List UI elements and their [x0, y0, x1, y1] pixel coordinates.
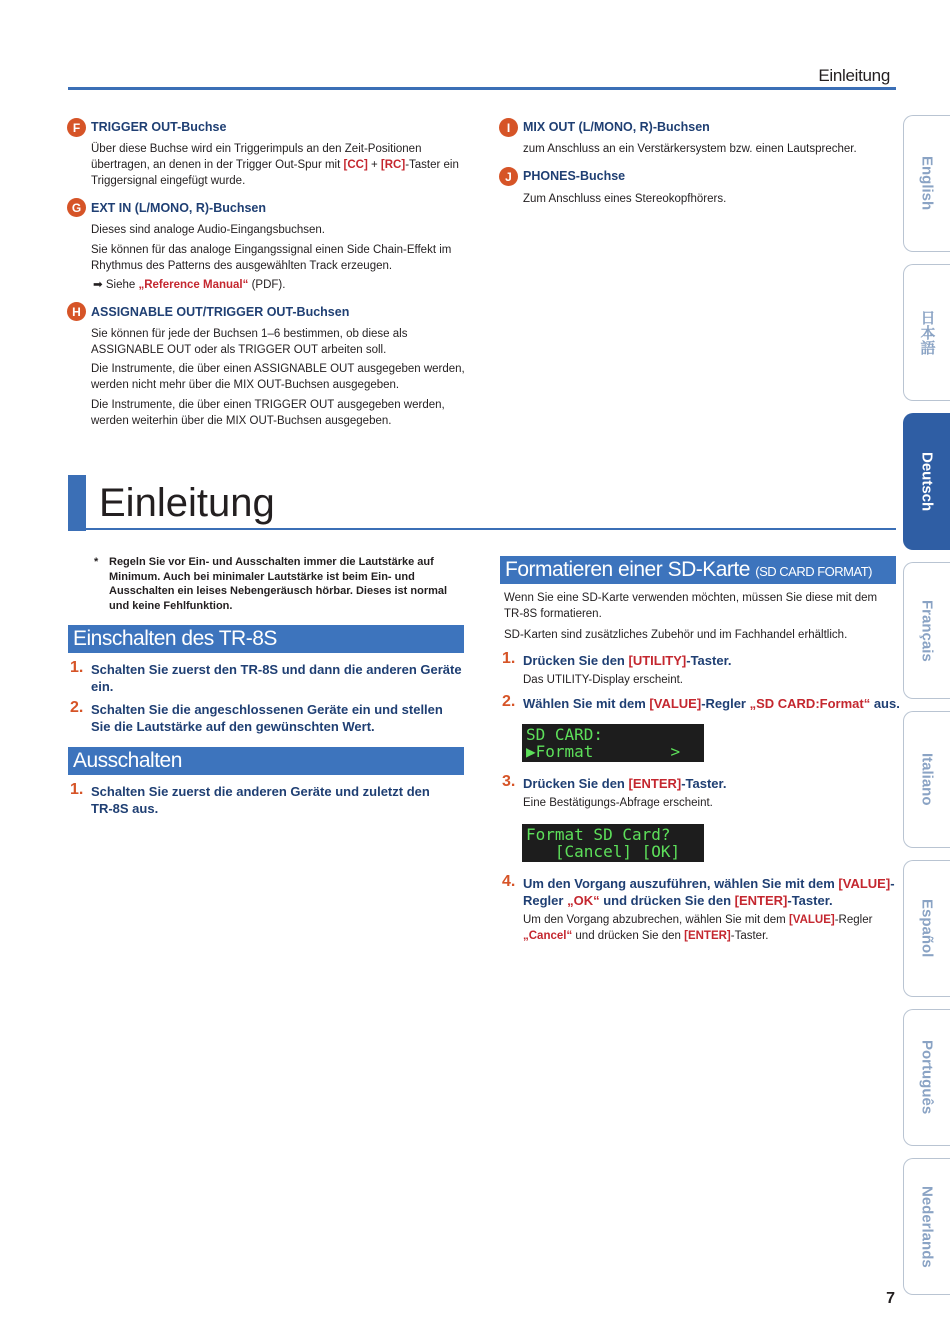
- step-text: Um den Vorgang auszuführen, wählen Sie mit dem [VALUE]-Regler „OK“ und drücken Sie den [ENTER]-Taster.: [523, 876, 895, 908]
- step-number: 2.: [502, 693, 516, 710]
- step-number: 2.: [70, 699, 84, 716]
- format-intro-1: Wenn Sie eine SD-Karte verwenden möchten, müssen Sie diese mit dem TR-8S formatieren.: [504, 592, 878, 620]
- step-text: Schalten Sie die angeschlossenen Geräte ein und stellen Sie die Lautstärke auf den gewünschten Wert.: [91, 702, 443, 734]
- step-text: Schalten Sie zuerst den TR-8S und dann die anderen Geräte ein.: [91, 662, 462, 694]
- jack-title-ext-in: EXT IN (L/MONO, R)-Buchsen: [91, 201, 266, 215]
- format-intro-2: SD-Karten sind zusätzliches Zubehör und im Fachhandel erhältlich.: [504, 629, 848, 641]
- section-title: Einleitung: [99, 481, 275, 525]
- step-number: 1.: [70, 781, 84, 798]
- note-text: Regeln Sie vor Ein- und Ausschalten immer die Lautstärke auf Minimum. Auch bei minimaler Lautstärke ist beim Ein- und Ausschalten ein leises Nebengeräusch hörbar. Dieses ist normal und keine Fehlfunktion.: [109, 556, 448, 612]
- subhead-power-off: Ausschalten: [68, 747, 464, 775]
- step-text: Wählen Sie mit dem [VALUE]-Regler „SD CARD:Format“ aus.: [523, 696, 900, 711]
- tab-portugues[interactable]: Português: [903, 1009, 950, 1146]
- step-number: 4.: [502, 873, 516, 890]
- badge-h: H: [67, 302, 86, 321]
- subhead-power-on: Einschalten des TR-8S: [68, 625, 464, 653]
- reference-manual-link[interactable]: „Reference Manual“: [138, 279, 249, 291]
- jack-desc-ext-in-2: Sie können für das analoge Eingangssignal einen Side Chain-Effekt im Rhythmus des Patterns des ausgewählten Track erzeugen.: [91, 244, 452, 272]
- step-sub: Eine Bestätigungs-Abfrage erscheint.: [523, 797, 713, 809]
- step-number: 1.: [502, 650, 516, 667]
- step-text: Drücken Sie den [UTILITY]-Taster.: [523, 653, 732, 668]
- section-bar: [68, 475, 86, 531]
- badge-j: J: [499, 167, 518, 186]
- note-star: *: [94, 556, 99, 568]
- tab-english[interactable]: English: [903, 115, 950, 252]
- step-sub: Um den Vorgang abzubrechen, wählen Sie mit dem [VALUE]-Regler „Cancel“ und drücken Sie den [ENTER]-Taster.: [523, 914, 873, 942]
- jack-title-phones: PHONES-Buchse: [523, 169, 626, 183]
- badge-i: I: [499, 118, 518, 137]
- tab-espanol[interactable]: Español: [903, 860, 950, 997]
- jack-desc-mix-out: zum Anschluss an ein Verstärkersystem bzw. einen Lautsprecher.: [523, 143, 857, 155]
- subhead-format-sd: Formatieren einer SD-Karte (SD CARD FORMAT): [500, 556, 896, 584]
- lcd-sd-card-format: SD CARD: ▶Format >: [522, 724, 704, 762]
- jack-desc-assignable-3: Die Instrumente, die über einen TRIGGER OUT ausgegeben werden, werden weiterhin über die MIX OUT-Buchsen ausgegeben.: [91, 399, 445, 427]
- jack-desc-trigger-out: Über diese Buchse wird ein Triggerimpuls an den Zeit-Positionen übertragen, an denen in der Trigger Out-Spur mit [CC] + [RC]-Taster ein Triggersignal eingefügt wurde.: [91, 143, 459, 187]
- page-number: 7: [886, 1290, 895, 1307]
- arrow-right-icon: ➡: [93, 279, 103, 291]
- jack-desc-phones: Zum Anschluss eines Stereokopfhörers.: [523, 193, 727, 205]
- step-sub: Das UTILITY-Display erscheint.: [523, 674, 683, 686]
- section-rule: [68, 528, 896, 530]
- badge-g: G: [67, 198, 86, 217]
- badge-f: F: [67, 118, 86, 137]
- step-text: Drücken Sie den [ENTER]-Taster.: [523, 776, 727, 791]
- running-header: Einleitung: [818, 66, 890, 85]
- step-text: Schalten Sie zuerst die anderen Geräte und zuletzt den TR-8S aus.: [91, 784, 430, 816]
- reference-line: ➡ Siehe „Reference Manual“ (PDF).: [93, 279, 286, 291]
- step-number: 1.: [70, 659, 84, 676]
- jack-desc-ext-in-1: Dieses sind analoge Audio-Eingangsbuchsen.: [91, 224, 325, 236]
- jack-desc-assignable-1: Sie können für jede der Buchsen 1–6 bestimmen, ob diese als ASSIGNABLE OUT oder als TRIGGER OUT arbeiten soll.: [91, 328, 408, 356]
- header-rule: [68, 87, 896, 90]
- jack-title-trigger-out: TRIGGER OUT-Buchse: [91, 120, 227, 134]
- tab-japanese[interactable]: 日本語: [903, 264, 950, 401]
- tab-francais[interactable]: Français: [903, 562, 950, 699]
- tab-deutsch[interactable]: Deutsch: [903, 413, 950, 550]
- tab-nederlands[interactable]: Nederlands: [903, 1158, 950, 1295]
- step-number: 3.: [502, 773, 516, 790]
- jack-title-assignable-out: ASSIGNABLE OUT/TRIGGER OUT-Buchsen: [91, 305, 350, 319]
- jack-desc-assignable-2: Die Instrumente, die über einen ASSIGNABLE OUT ausgegeben werden, werden nicht mehr über die MIX OUT-Buchsen ausgegeben.: [91, 363, 465, 391]
- lcd-format-confirm: Format SD Card? [Cancel] [OK]: [522, 824, 704, 862]
- tab-italiano[interactable]: Italiano: [903, 711, 950, 848]
- jack-title-mix-out: MIX OUT (L/MONO, R)-Buchsen: [523, 120, 710, 134]
